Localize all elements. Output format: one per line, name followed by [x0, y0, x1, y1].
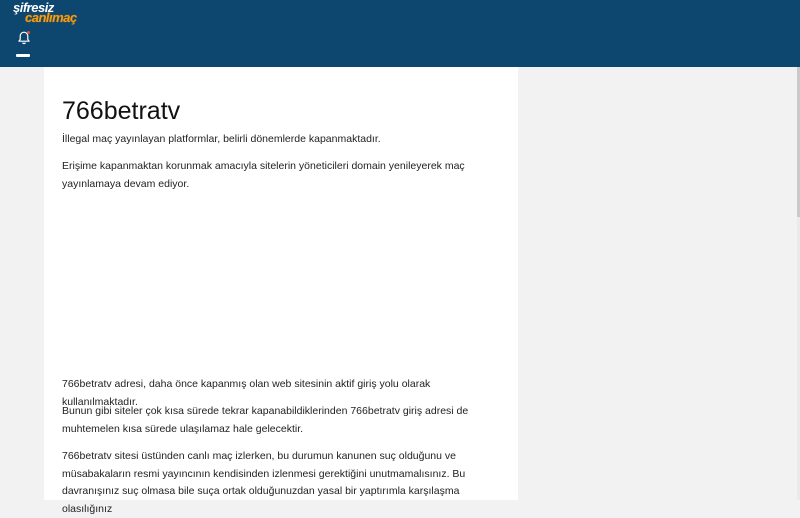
site-logo[interactable]: [13, 1, 105, 25]
logo-text-bottom: canlımaç: [25, 10, 77, 25]
article-content: [44, 67, 518, 515]
paragraph-3: 766betratv adresi, daha önce kapanmış olan web sitesinin aktif giriş yolu olarak kullanılmaktadır.: [62, 378, 431, 408]
notification-dot: [27, 31, 30, 34]
ad-placeholder: [62, 205, 502, 370]
site-header: [0, 0, 800, 67]
paragraph-4: Bunun gibi siteler çok kısa sürede tekrar kapanabildiklerinden 766betratv giriş adresi de muhtemelen kısa sürede ulaşılamaz hale gelecektir.: [62, 405, 469, 435]
paragraph-1: İllegal maç yayınlayan platformlar, belirli dönemlerde kapanmaktadır.: [62, 133, 381, 145]
page-title: 766betratv: [62, 97, 181, 125]
hamburger-icon[interactable]: [16, 54, 30, 57]
paragraph-5: 766betratv sitesi üstünden canlı maç izlerken, bu durumun kanunen suç olduğunu ve müsabakaların resmi yayıncının kendisinden izlenmesi gerektiğini unutmamalısınız. Bu davranışınız suç olmasa bile suça ortak olduğunuzdan yasal bir yaptırımla karşılaşma olasılığınız: [62, 450, 466, 515]
logo-text-top: şifresiz: [13, 0, 54, 15]
paragraph-2: Erişime kapanmaktan korunmak amacıyla sitelerin yöneticileri domain yenileyerek maç yayınlamaya devam ediyor.: [62, 160, 465, 190]
